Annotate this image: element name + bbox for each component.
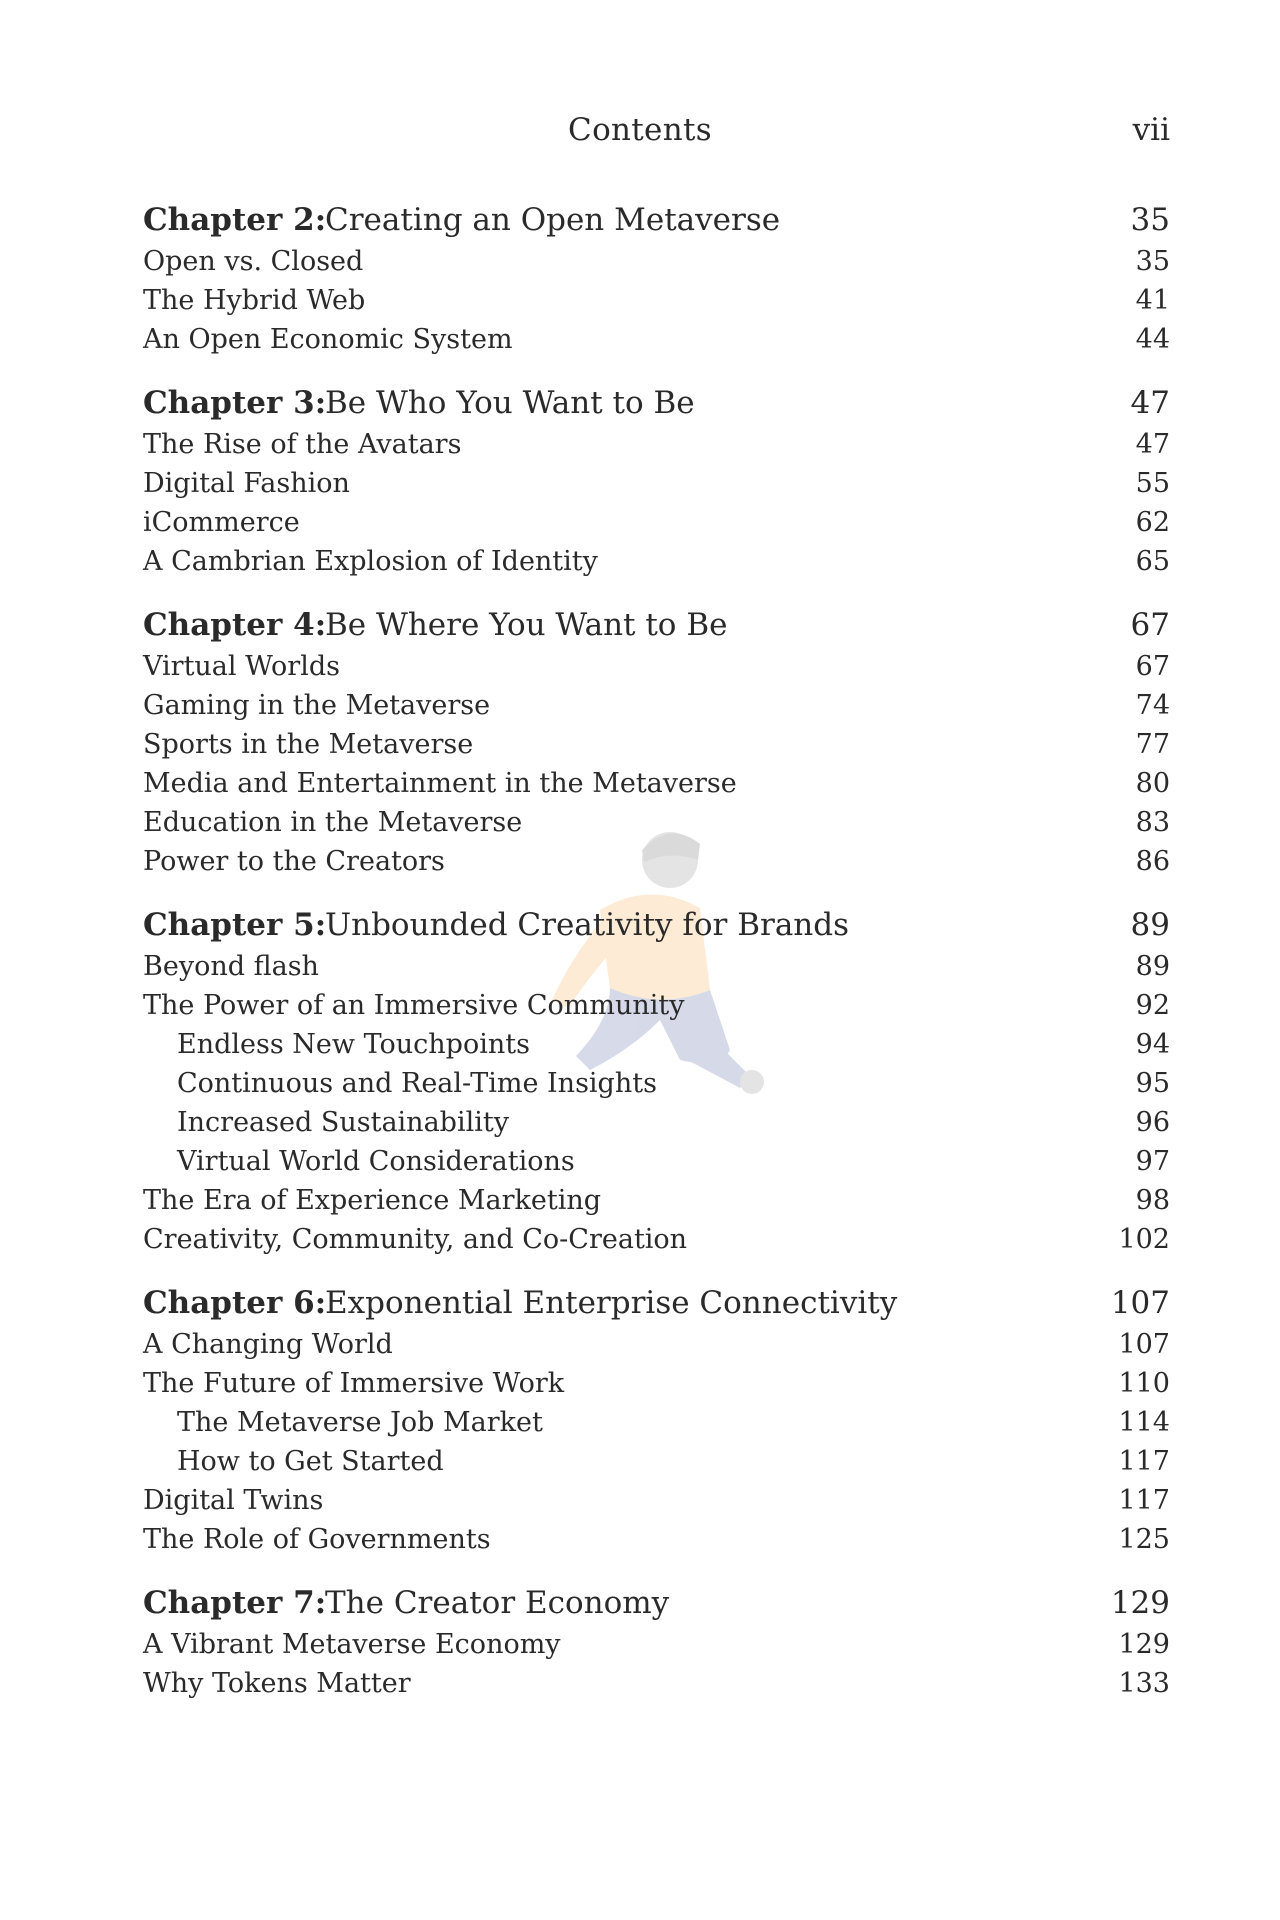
toc-section-entry[interactable]: [143, 686, 1170, 725]
toc-section-entry[interactable]: [143, 242, 1170, 281]
toc-entry-title: A Cambrian Explosion of Identity: [143, 546, 598, 577]
toc-entry-title: A Vibrant Metaverse Economy: [143, 1629, 561, 1660]
toc-chapter-number: Chapter 3:: [143, 385, 327, 421]
toc-chapter-block: [143, 1281, 1170, 1559]
toc-entry-page: 86: [1135, 846, 1170, 877]
toc-entry-title: Media and Entertainment in the Metaverse: [143, 768, 737, 799]
toc-section-entry[interactable]: [143, 725, 1170, 764]
toc-entry-title: Virtual Worlds: [143, 651, 340, 682]
page-header-title: Contents: [568, 112, 712, 148]
toc-entry-page: 83: [1135, 807, 1170, 838]
toc-section-entry[interactable]: [143, 1664, 1170, 1703]
toc-subsection-entry[interactable]: [143, 1103, 1170, 1142]
toc-chapter-title: The Creator Economy: [325, 1585, 670, 1621]
toc-chapter-block: [143, 381, 1170, 581]
toc-chapter-page: 129: [1110, 1585, 1170, 1621]
toc-entry-page: 96: [1135, 1107, 1170, 1138]
toc-section-entry[interactable]: [143, 503, 1170, 542]
toc-entry-title: How to Get Started: [177, 1446, 444, 1477]
toc-chapter-page: 89: [1130, 907, 1170, 943]
toc-entry-page: 62: [1135, 507, 1170, 538]
toc-entry-title: Open vs. Closed: [143, 246, 364, 277]
toc-chapter-label-group: [143, 381, 695, 425]
toc-chapter-page: 47: [1130, 385, 1170, 421]
toc-chapter-label-group: [143, 603, 727, 647]
toc-subsection-entry[interactable]: [143, 1403, 1170, 1442]
toc-entry-page: 74: [1135, 690, 1170, 721]
toc-entry-page: 107: [1118, 1329, 1170, 1360]
toc-chapter-number: Chapter 7:: [143, 1585, 327, 1621]
toc-chapter-label-group: [143, 1281, 897, 1325]
toc-entry-title: Power to the Creators: [143, 846, 445, 877]
toc-chapter-block: [143, 603, 1170, 881]
toc-entry-page: 114: [1118, 1407, 1170, 1438]
toc-entry-title: Beyond flash: [143, 951, 319, 982]
toc-entry-title: The Role of Governments: [143, 1524, 491, 1555]
toc-chapter-heading[interactable]: [143, 903, 1170, 947]
toc-entry-title: Digital Fashion: [143, 468, 350, 499]
toc-entry-page: 65: [1135, 546, 1170, 577]
toc-entry-title: The Metaverse Job Market: [177, 1407, 543, 1438]
toc-entry-page: 133: [1118, 1668, 1170, 1699]
toc-subsection-entry[interactable]: [143, 1025, 1170, 1064]
toc-subsection-entry[interactable]: [143, 1142, 1170, 1181]
toc-chapter-heading[interactable]: [143, 603, 1170, 647]
toc-chapter-number: Chapter 4:: [143, 607, 327, 643]
toc-entry-page: 110: [1118, 1368, 1170, 1399]
toc-chapter-page: 35: [1130, 202, 1170, 238]
toc-chapter-title: Exponential Enterprise Connectivity: [325, 1285, 898, 1321]
toc-section-entry[interactable]: [143, 1220, 1170, 1259]
toc-chapter-block: [143, 198, 1170, 359]
toc-section-entry[interactable]: [143, 764, 1170, 803]
toc-section-entry[interactable]: [143, 986, 1170, 1025]
toc-section-entry[interactable]: [143, 464, 1170, 503]
toc-section-entry[interactable]: [143, 320, 1170, 359]
toc-chapter-number: Chapter 2:: [143, 202, 327, 238]
toc-entry-title: The Future of Immersive Work: [143, 1368, 565, 1399]
toc-entry-title: A Changing World: [143, 1329, 393, 1360]
toc-chapter-heading[interactable]: [143, 1581, 1170, 1625]
toc-entry-page: 102: [1118, 1224, 1170, 1255]
page-number: vii: [1132, 112, 1170, 148]
toc-chapter-label-group: [143, 1581, 669, 1625]
toc-entry-page: 97: [1135, 1146, 1170, 1177]
toc-chapter-block: [143, 903, 1170, 1259]
toc-chapter-heading[interactable]: [143, 198, 1170, 242]
toc-entry-page: 77: [1135, 729, 1170, 760]
toc-entry-title: Endless New Touchpoints: [177, 1029, 530, 1060]
toc-section-entry[interactable]: [143, 803, 1170, 842]
toc-section-entry[interactable]: [143, 1325, 1170, 1364]
toc-entry-page: 47: [1135, 429, 1170, 460]
toc-chapter-block: [143, 1581, 1170, 1703]
toc-section-entry[interactable]: [143, 1481, 1170, 1520]
toc-section-entry[interactable]: [143, 1364, 1170, 1403]
toc-entry-title: An Open Economic System: [143, 324, 513, 355]
toc-entry-title: Continuous and Real-Time Insights: [177, 1068, 657, 1099]
toc-entry-page: 44: [1135, 324, 1170, 355]
toc-section-entry[interactable]: [143, 542, 1170, 581]
toc-entry-page: 95: [1135, 1068, 1170, 1099]
toc-section-entry[interactable]: [143, 947, 1170, 986]
toc-chapter-page: 107: [1110, 1285, 1170, 1321]
toc-entry-title: The Era of Experience Marketing: [143, 1185, 602, 1216]
table-of-contents: [143, 198, 1170, 1725]
toc-entry-page: 67: [1135, 651, 1170, 682]
toc-entry-title: The Hybrid Web: [143, 285, 366, 316]
toc-entry-page: 125: [1118, 1524, 1170, 1555]
toc-entry-title: Gaming in the Metaverse: [143, 690, 491, 721]
toc-chapter-number: Chapter 5:: [143, 907, 327, 943]
toc-chapter-label-group: [143, 198, 780, 242]
toc-entry-title: iCommerce: [143, 507, 300, 538]
toc-chapter-heading[interactable]: [143, 1281, 1170, 1325]
toc-entry-page: 98: [1135, 1185, 1170, 1216]
toc-chapter-page: 67: [1130, 607, 1170, 643]
toc-entry-page: 80: [1135, 768, 1170, 799]
toc-chapter-heading[interactable]: [143, 381, 1170, 425]
toc-entry-page: 55: [1135, 468, 1170, 499]
toc-entry-page: 94: [1135, 1029, 1170, 1060]
toc-section-entry[interactable]: [143, 1181, 1170, 1220]
toc-entry-title: Creativity, Community, and Co-Creation: [143, 1224, 688, 1255]
toc-chapter-title: Be Where You Want to Be: [325, 607, 728, 643]
toc-chapter-number: Chapter 6:: [143, 1285, 327, 1321]
toc-entry-page: 117: [1118, 1485, 1170, 1516]
toc-entry-page: 35: [1135, 246, 1170, 277]
toc-entry-title: The Power of an Immersive Community: [143, 990, 685, 1021]
toc-subsection-entry[interactable]: [143, 1064, 1170, 1103]
toc-entry-title: Digital Twins: [143, 1485, 324, 1516]
toc-section-entry[interactable]: [143, 1520, 1170, 1559]
toc-entry-page: 129: [1118, 1629, 1170, 1660]
toc-entry-title: Why Tokens Matter: [143, 1668, 411, 1699]
toc-subsection-entry[interactable]: [143, 1442, 1170, 1481]
toc-entry-page: 117: [1118, 1446, 1170, 1477]
toc-entry-title: The Rise of the Avatars: [143, 429, 462, 460]
toc-section-entry[interactable]: [143, 1625, 1170, 1664]
toc-section-entry[interactable]: [143, 842, 1170, 881]
toc-entry-title: Virtual World Considerations: [177, 1146, 575, 1177]
toc-chapter-title: Creating an Open Metaverse: [325, 202, 781, 238]
toc-section-entry[interactable]: [143, 647, 1170, 686]
toc-entry-title: Increased Sustainability: [177, 1107, 509, 1138]
toc-entry-page: 89: [1135, 951, 1170, 982]
toc-chapter-title: Unbounded Creativity for Brands: [325, 907, 850, 943]
toc-section-entry[interactable]: [143, 281, 1170, 320]
toc-chapter-label-group: [143, 903, 849, 947]
toc-chapter-title: Be Who You Want to Be: [325, 385, 695, 421]
toc-entry-page: 92: [1135, 990, 1170, 1021]
toc-entry-title: Sports in the Metaverse: [143, 729, 474, 760]
toc-section-entry[interactable]: [143, 425, 1170, 464]
toc-entry-page: 41: [1135, 285, 1170, 316]
toc-entry-title: Education in the Metaverse: [143, 807, 523, 838]
